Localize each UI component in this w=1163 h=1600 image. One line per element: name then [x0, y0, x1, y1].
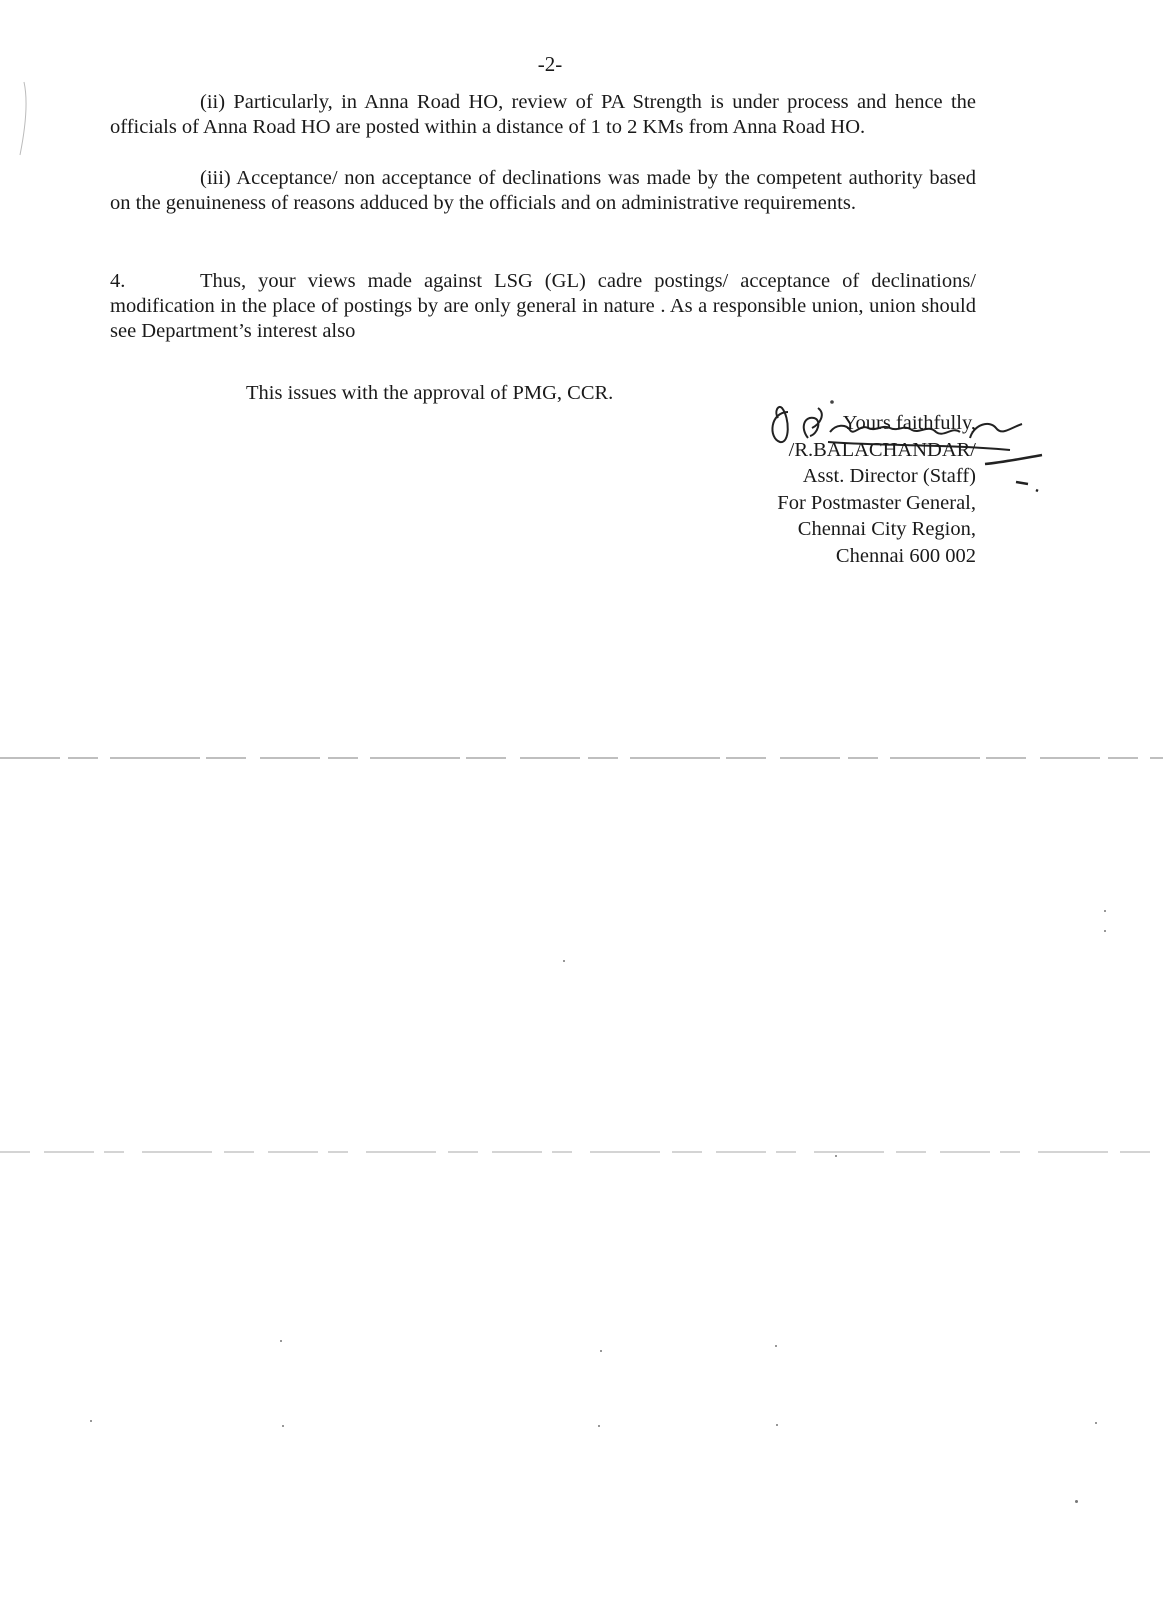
for-line: For Postmaster General, — [777, 491, 976, 514]
region-line: Chennai City Region, — [797, 518, 976, 540]
scan-speck — [1104, 910, 1106, 912]
paragraph-4-text: Thus, your views made against LSG (GL) cadre postings/ acceptance of declinations/ modification in the place of postings by are only general in nature . As a responsible union, union should see Department’s interest also — [110, 270, 976, 342]
paragraph-4 — [110, 269, 976, 344]
scan-speck — [90, 1420, 92, 1422]
scan-speck — [563, 960, 565, 962]
scan-speck — [775, 1345, 777, 1347]
scan-speck — [280, 1340, 282, 1342]
scan-speck — [600, 1350, 602, 1352]
scan-speck — [835, 1155, 837, 1157]
closing-line: Yours faithfully, — [842, 412, 976, 434]
signatory-name: /R.BALACHANDAR/ — [788, 438, 976, 461]
address-line: Chennai 600 002 — [835, 544, 976, 567]
paragraph-4-number: 4. — [110, 270, 126, 292]
scan-speck — [1104, 930, 1106, 932]
scan-speck — [1095, 1422, 1097, 1424]
scan-fold-line-upper — [0, 754, 1163, 762]
paragraph-ii: (ii) Particularly, in Anna Road HO, review of PA Strength is under process and hence the officials of Anna Road HO are posted within a distance of 1 to 2 KMs from Anna Road HO. — [110, 91, 976, 138]
scan-speck — [776, 1424, 778, 1426]
signatory-designation: Asst. Director (Staff) — [802, 465, 976, 487]
approval-line: This issues with the approval of PMG, CCR. — [246, 382, 614, 404]
scan-margin-mark — [6, 80, 36, 160]
scan-speck — [1075, 1500, 1078, 1503]
scan-speck — [598, 1425, 600, 1427]
scan-speck — [282, 1425, 284, 1427]
page-number: -2- — [537, 52, 563, 76]
scan-fold-line-lower — [0, 1148, 1163, 1156]
signature-block — [777, 410, 976, 569]
paragraph-iii: (iii) Acceptance/ non acceptance of declinations was made by the competent authority based on the genuineness of reasons adduced by the officials and on administrative requirements. — [110, 167, 976, 214]
